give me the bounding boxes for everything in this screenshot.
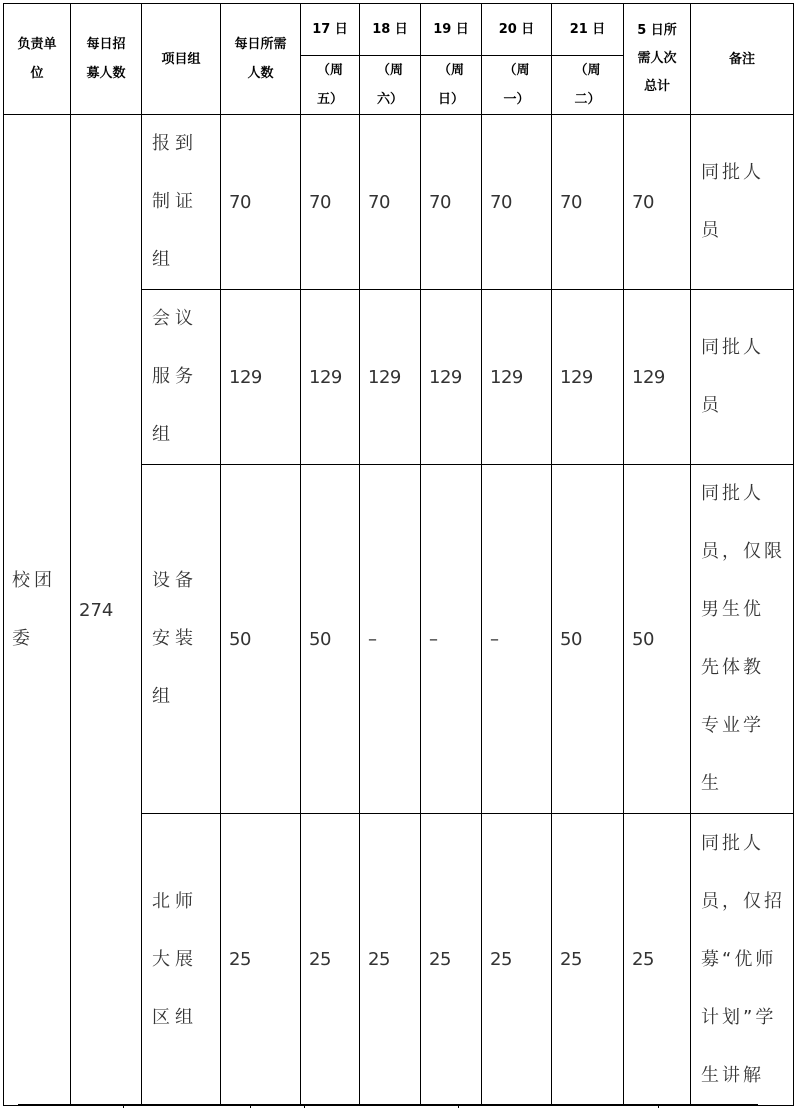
group-cell: 会议 服务 组 [142,290,221,465]
day-cell: 70 [360,115,421,290]
bottom-tick [658,1104,659,1108]
remark-cell: 同批人 员，仅招 募“优师 计划”学 生讲解 [691,814,794,1106]
day-cell: 129 [552,290,624,465]
bottom-tick [123,1104,124,1108]
total-cell: 25 [624,814,691,1106]
day-cell: 129 [301,290,360,465]
group-cell: 设备 安装 组 [142,465,221,814]
day-cell: – [421,465,482,814]
day-cell: 129 [421,290,482,465]
day-cell: 25 [482,814,552,1106]
total-cell: 50 [624,465,691,814]
recruitment-table [3,3,794,1106]
daily-recruit-cell: 274 [71,115,142,1106]
unit-cell: 校团 委 [4,115,71,1106]
bottom-rule [18,1104,758,1105]
header-day-21: 21 日 [552,4,624,56]
day-cell: 129 [482,290,552,465]
remark-cell: 同批人 员，仅限 男生优 先体教 专业学 生 [691,465,794,814]
day-cell: 70 [421,115,482,290]
total-cell: 129 [624,290,691,465]
header-weekday-20: （周 一） [482,56,552,115]
daily-need-cell: 70 [221,115,301,290]
header-remark: 备注 [691,4,794,115]
group-cell: 报到 制证 组 [142,115,221,290]
day-cell: 70 [552,115,624,290]
bottom-tick [250,1104,251,1108]
remark-cell: 同批人 员 [691,290,794,465]
daily-need-cell: 129 [221,290,301,465]
header-weekday-19: （周 日） [421,56,482,115]
day-cell: 50 [552,465,624,814]
day-cell: – [360,465,421,814]
header-daily-recruit: 每日招 募人数 [71,4,142,115]
day-cell: 25 [421,814,482,1106]
daily-need-cell: 25 [221,814,301,1106]
header-day-18: 18 日 [360,4,421,56]
day-cell: 25 [552,814,624,1106]
day-cell: 25 [360,814,421,1106]
bottom-tick [304,1104,305,1108]
total-cell: 70 [624,115,691,290]
header-unit: 负责单 位 [4,4,71,115]
header-weekday-17: （周 五） [301,56,360,115]
day-cell: 129 [360,290,421,465]
header-day-19: 19 日 [421,4,482,56]
day-cell: 25 [301,814,360,1106]
header-five-day-total: 5 日所 需人次 总计 [624,4,691,115]
daily-need-cell: 50 [221,465,301,814]
group-cell: 北师 大展 区组 [142,814,221,1106]
day-cell: 70 [301,115,360,290]
header-day-20: 20 日 [482,4,552,56]
header-daily-need: 每日所需 人数 [221,4,301,115]
bottom-tick [458,1104,459,1108]
day-cell: 50 [301,465,360,814]
header-weekday-21: （周 二） [552,56,624,115]
header-group: 项目组 [142,4,221,115]
day-cell: – [482,465,552,814]
header-weekday-18: （周 六） [360,56,421,115]
remark-cell: 同批人 员 [691,115,794,290]
header-day-17: 17 日 [301,4,360,56]
day-cell: 70 [482,115,552,290]
